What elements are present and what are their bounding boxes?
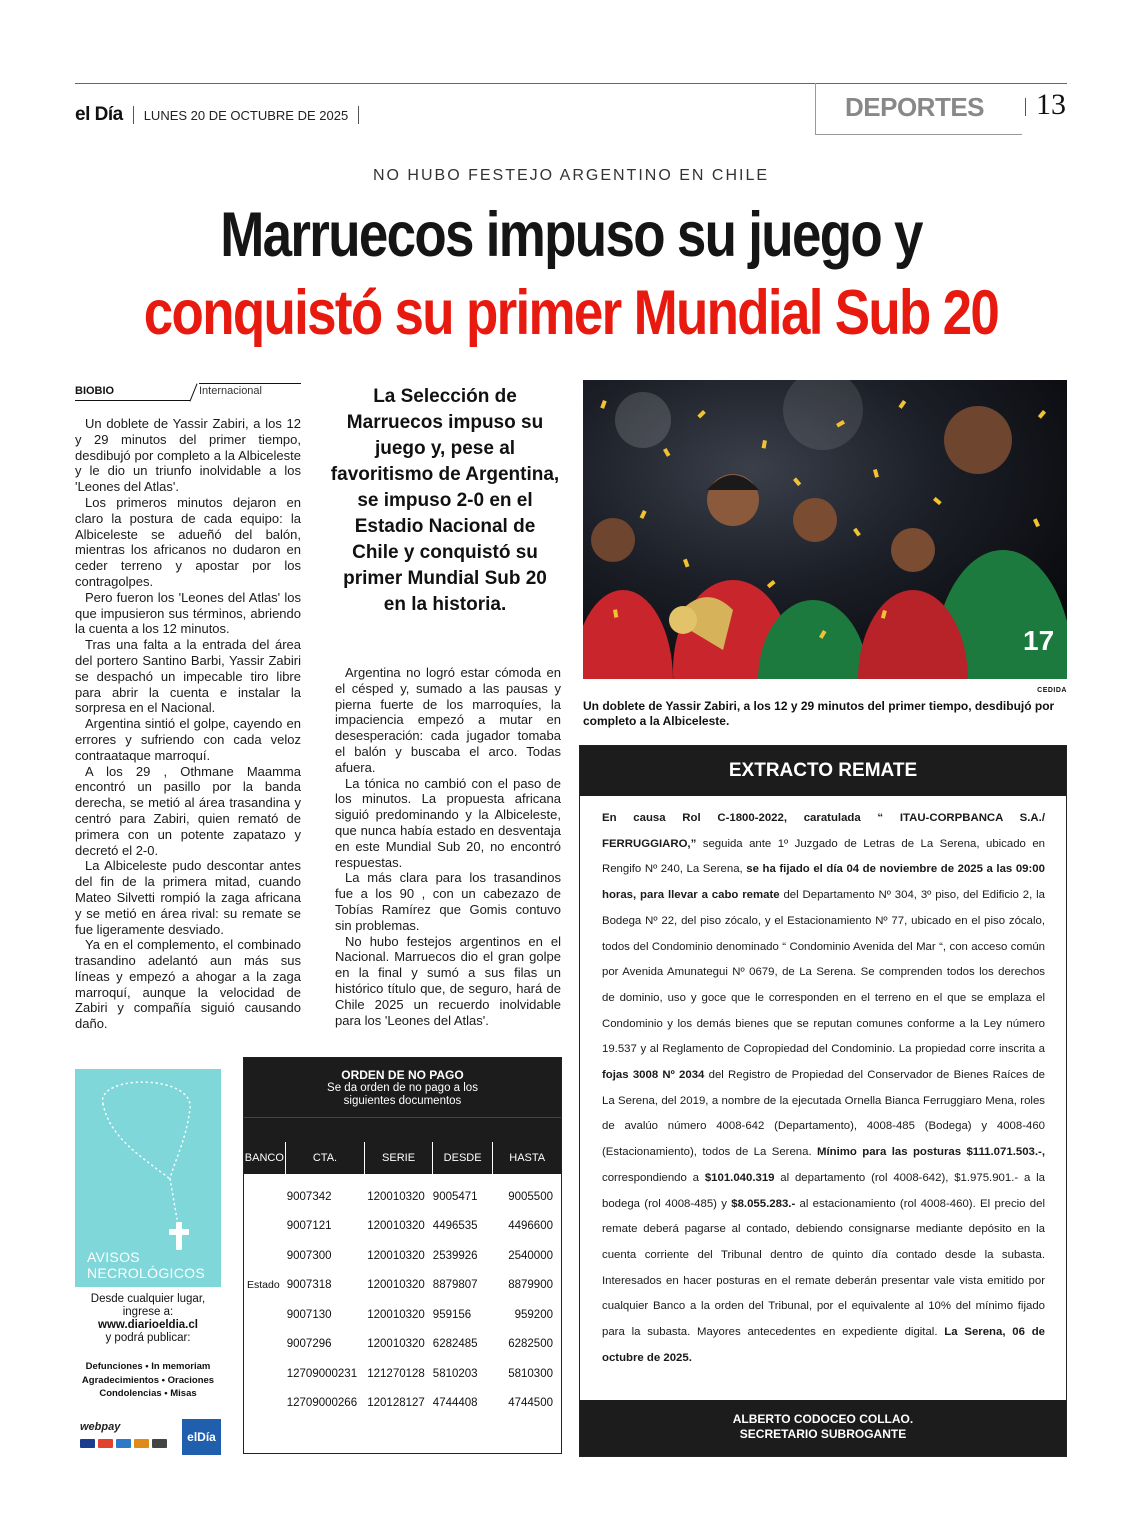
legal-notice-box: [579, 745, 1067, 1457]
byline-rule: [199, 383, 301, 384]
notice-text: del Registro de Propiedad del Conservador de Bienes Raíces de La Serena, del 2019, a nombre de la ejecutada Ornella Bianca Ferruggiaro Mena, roles de avalúo número 4008-642 (Departamento), 4008-485 (Bodega) y 4008-460 (Estacionamiento), todos de La Serena.: [602, 1069, 1045, 1159]
table-row: [244, 1241, 561, 1271]
masthead: [75, 104, 359, 126]
table-cell: 8879900: [508, 1279, 553, 1292]
byline-category: Internacional: [199, 385, 262, 397]
page-divider: [1025, 98, 1026, 116]
type-line: Agradecimientos • Oraciones: [81, 1374, 215, 1386]
table-cell: 120010320: [367, 1249, 425, 1262]
table-cell: 4744500: [508, 1397, 553, 1410]
table-row: [244, 1212, 561, 1242]
notice-emphasis: $101.040.319: [704, 1171, 775, 1184]
stop-payment-spacer: [244, 1117, 561, 1142]
byline-source: BIOBIO: [75, 385, 115, 397]
amex-card-icon: [116, 1439, 131, 1448]
paragraph: Argentina no logró estar cómoda en el césped y, sumado a las pausas y pierna fuerte de los marroquíes, la impaciencia empezó a mutar en desesperación: cada jugador tomaba el balón y buscaba el arco. Todas afuera.: [335, 665, 561, 775]
paragraph: Argentina sintió el golpe, cayendo en errores y sufriendo con cada veloz contraataque marroquí.: [75, 716, 301, 763]
table-row: [244, 1330, 561, 1360]
table-cell: 2540000: [508, 1249, 553, 1262]
header-divider: [358, 106, 359, 124]
table-cell: 9007318: [286, 1279, 332, 1292]
instruction-line: ingrese a:: [122, 1306, 174, 1318]
magna-card-icon: [152, 1439, 167, 1448]
byline: [75, 383, 301, 401]
mastercard-icon: [98, 1439, 113, 1448]
table-cell: 121270128: [367, 1367, 425, 1380]
article-deck: La Selección de Marruecos impuso su juego y, pese al favoritismo de Argentina, se impuso 2-0 en el Estadio Nacional de Chile y conquistó su primer Mundial Sub 20 en la historia.: [330, 386, 560, 615]
notice-text: al estacionamiento (rol 4008-460). El precio del remate deberá pagarse al contado, debiendo consignarse mediante depósito en la cuenta corriente del Tribunal dentro de quinto día contado desde la subasta. Interesados en hacer posturas en el remate deberán presentar vale vista emitido por cualquier Banco a la orden del Tribunal, por el equivalente al 10% del mínimo fijado para la subasta. Mayores antecedentes en expediente digital.: [602, 1197, 1045, 1339]
signer-name: ALBERTO CODOCEO COLLAO.: [732, 1412, 914, 1426]
type-line: Defunciones • In memoriam: [85, 1361, 211, 1372]
obituary-title-line: NECROLÓGICOS: [87, 1265, 205, 1281]
stop-payment-header: [244, 1058, 561, 1118]
column-header: BANCO: [244, 1142, 286, 1174]
column-header: HASTA: [509, 1152, 546, 1164]
table-cell: 120010320: [367, 1220, 425, 1233]
table-cell: 9007342: [286, 1190, 332, 1203]
obituary-instructions: [75, 1293, 221, 1345]
signer-title: SECRETARIO SUBROGANTE: [739, 1427, 907, 1441]
legal-notice-body: [602, 806, 1045, 1371]
table-row: [244, 1182, 561, 1212]
table-cell: 120010320: [367, 1279, 425, 1292]
paragraph: A los 29 , Othmane Maamma encontró un pasillo por la banda derecha, se metió al área trasandina y centró para Zabiri, quien remató de primera con un potente zapatazo y decretó el 2-0.: [75, 763, 301, 858]
table-cell: Estado: [247, 1279, 280, 1292]
celebration-photo-illustration: [583, 380, 1067, 679]
website-link[interactable]: www.diarioeldia.cl: [98, 1319, 198, 1331]
photo-caption: Un doblete de Yassir Zabiri, a los 12 y 29 minutos del primer tiempo, desdibujó por completo a la Albiceleste.: [583, 699, 1055, 728]
paragraph: Los primeros minutos dejaron en claro la postura de cada equipo: la Albiceleste se adueñó del balón, mientras los africanos no dudaron en ceder terreno y apostar por los contragolpes.: [75, 494, 301, 589]
table-cell: 9007130: [286, 1308, 332, 1321]
notice-emphasis: se ha fijado el día 04 de noviembre de 2025 a las 09:00 horas, para llevar a cabo remate: [602, 863, 1045, 902]
article-headline: [0, 196, 1142, 352]
stop-payment-notice: [243, 1057, 562, 1454]
photo-credit: CEDIDA: [1037, 687, 1067, 694]
paragraph: La tónica no cambió con el paso de los minutos. La propuesta africana siguió predominando y la Albiceleste, que nunca había estado en desventaja en este Mundial Sub 20, no encontró respuestas.: [335, 775, 561, 870]
stop-payment-subtitle: siguientes documentos: [343, 1095, 462, 1107]
newspaper-logo[interactable]: el Día: [75, 104, 123, 125]
column-header: SERIE: [365, 1142, 433, 1174]
visa-card-icon: [80, 1439, 95, 1448]
notice-emphasis: $8.055.283.-: [731, 1197, 796, 1210]
table-cell: 12709000231: [286, 1367, 358, 1380]
article-photo[interactable]: [583, 380, 1067, 679]
table-cell: 120010320: [367, 1308, 425, 1321]
table-cell: 120010320: [367, 1190, 425, 1203]
table-cell: 4496600: [508, 1220, 553, 1233]
article-kicker: NO HUBO FESTEJO ARGENTINO EN CHILE: [372, 167, 770, 184]
eldia-logo: elDía: [182, 1419, 221, 1455]
instruction-line: Desde cualquier lugar,: [90, 1293, 206, 1305]
table-cell: 9007300: [286, 1249, 332, 1262]
notice-text: seguida ante 1º Juzgado de Letras de La Serena, ubicado en Rengifo Nº 240, La Serena,: [602, 837, 1045, 876]
column-header: DESDE: [433, 1142, 494, 1174]
headline-line-2: conquistó su primer Mundial Sub 20: [143, 278, 999, 348]
column-header: CTA.: [286, 1142, 366, 1174]
obituary-types: [75, 1360, 221, 1401]
table-cell: 9007296: [286, 1338, 332, 1351]
paragraph: La más clara para los trasandinos fue a los 90 , con un cabezazo de Tobías Ramírez que Gomis contuvo sin problemas.: [335, 870, 561, 933]
table-cell: 2539926: [432, 1249, 478, 1262]
headline-line-1: Marruecos impuso su juego y: [220, 200, 922, 270]
paragraph: La Albiceleste pudo descontar antes del fin de la primera mitad, cuando Mateo Silvetti rompió la zaga africana y se metió en área rival: su remate se fue ligeramente desviado.: [75, 858, 301, 937]
table-cell: 120010320: [367, 1338, 425, 1351]
article-column-2: [335, 665, 561, 1028]
notice-emphasis: En causa Rol C-1800-2022, caratulada “ ITAU-CORPBANCA S.A./ FERRUGGIARO,”: [602, 812, 1045, 850]
table-cell: 959200: [514, 1308, 553, 1321]
notice-text: correspondiendo a: [602, 1171, 705, 1184]
table-header: [244, 1142, 561, 1174]
obituary-title-line: AVISOS: [87, 1249, 140, 1265]
table-cell: 8879807: [432, 1279, 478, 1292]
paragraph: Pero fueron los 'Leones del Atlas' los que impusieron sus términos, abriendo la cuenta a los 12 minutos.: [75, 589, 301, 637]
notice-text: al departamento (rol 4008-642), $1.975.901.- a la bodega (rol 4008-485) y: [602, 1171, 1045, 1210]
table-cell: 4496535: [432, 1220, 478, 1233]
table-cell: 959156: [432, 1308, 472, 1321]
page-number: 13: [1036, 88, 1066, 121]
stop-payment-subtitle: Se da orden de no pago a los: [327, 1082, 478, 1094]
notice-emphasis: Mínimo para las posturas $111.071.503.-,: [817, 1146, 1045, 1159]
issue-date: LUNES 20 DE OCTUBRE DE 2025: [143, 107, 349, 123]
table-cell: 9005471: [432, 1190, 478, 1203]
article-column-1: [75, 416, 301, 1032]
legal-notice-title: EXTRACTO REMATE: [580, 746, 1066, 796]
webpay-label: webpay: [80, 1421, 121, 1433]
obituary-title: [87, 1249, 205, 1281]
table-cell: 6282485: [432, 1338, 478, 1351]
table-body: [244, 1182, 561, 1418]
table-cell: 12709000266: [286, 1397, 358, 1410]
table-cell: 120128127: [367, 1397, 425, 1410]
paragraph: Tras una falta a la entrada del área del portero Santino Barbi, Yassir Zabiri se despachó un impecable tiro libre para abrir la cuenta e instalar la sorpresa en el Nacional.: [75, 637, 301, 716]
header-divider: [133, 106, 134, 124]
table-cell: 9005500: [508, 1190, 553, 1203]
paragraph: Un doblete de Yassir Zabiri, a los 12 y 29 minutos del primer tiempo, desdibujó por completo a la Albiceleste y le dio un triunfo inolvidable a los 'Leones del Atlas'.: [75, 416, 301, 495]
section-name: DEPORTES: [845, 92, 985, 122]
webpay-logo: [80, 1421, 176, 1455]
table-row: [244, 1359, 561, 1389]
table-cell: 4744408: [432, 1397, 478, 1410]
notice-text: del Departamento Nº 304, 3º piso, del Edificio 2, la Bodega Nº 22, del piso zócalo, y el Estacionamiento Nº 77, ubicado en el piso zócalo, todos del Condominio denominado “ Condominio Avenida del Mar “, con acceso común por Avenida Amunategui Nº 0679, de La Serena. Se comprenden todos los derechos de dominio, uso y goce que le corresponden en el terreno en el que se emplaza el Condominio y los demás bienes que se reputan comunes conforme a la Ley número 19.537 y al Reglamento de Copropiedad del Condominio. La propiedad corre inscrita a: [602, 889, 1045, 1056]
table-row: [244, 1389, 561, 1419]
diners-card-icon: [134, 1439, 149, 1448]
stop-payment-title: ORDEN DE NO PAGO: [341, 1068, 464, 1082]
payment-cards: [80, 1439, 167, 1448]
byline-rule: [75, 400, 190, 401]
notice-emphasis: La Serena, 06 de octubre de 2025.: [602, 1326, 1045, 1364]
table-cell: 9007121: [286, 1220, 332, 1233]
shirt-number: 17: [1023, 625, 1055, 656]
table-cell: 6282500: [508, 1338, 553, 1351]
obituary-ad[interactable]: [75, 1069, 221, 1287]
notice-emphasis: fojas 3008 Nº 2034: [602, 1069, 705, 1082]
type-line: Condolencias • Misas: [99, 1388, 197, 1399]
table-row: [244, 1300, 561, 1330]
paragraph: Ya en el complemento, el combinado trasandino adelantó aun más sus líneas y empezó a ahogar a la zaga marroquí, aunque la velocidad de Zabiri y compañía siguió causando daño.: [75, 937, 301, 1032]
byline-slash: [189, 384, 197, 402]
table-cell: 5810203: [432, 1367, 478, 1380]
table-row: [244, 1271, 561, 1301]
table-cell: 5810300: [508, 1367, 553, 1380]
legal-notice-signature: [580, 1400, 1066, 1456]
instruction-line: y podrá publicar:: [105, 1332, 191, 1344]
paragraph: No hubo festejos argentinos en el Nacional. Marruecos dio el gran golpe en la final y sumó a sus filas un histórico título que, de seguro, hará de Chile 2025 un recuerdo inolvidable para los 'Leones del Atlas'.: [335, 933, 561, 1028]
